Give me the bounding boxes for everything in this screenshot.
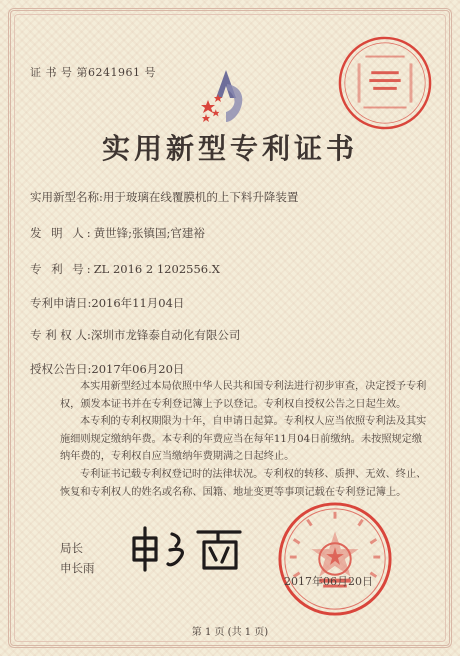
seal-date: 2017年06月20日 [284, 575, 373, 588]
body-paragraph: 专利证书记载专利权登记时的法律状况。专利权的转移、质押、无效、终止、恢复和专利权人的姓名或名称、国籍、地址变更等事项记载在专利登记簿上。 [60, 468, 427, 498]
body-paragraph: 本专利的专利权期限为十年，自申请日起算。专利权人应当依照专利法及其实施细则规定缴纳年费。本专利的年费应当在每年11月04日前缴纳。未按照规定缴纳年费的，专利权自应当缴纳年费期满之日起终止。 [60, 416, 427, 463]
field-patent-no-label: 专 利 号: [30, 262, 94, 276]
field-grant-date-value: 2017年06月20日 [91, 362, 185, 376]
state-seal-stamp [276, 500, 394, 618]
field-patent-no-value: ZL 2016 2 1202556.X [93, 262, 220, 276]
patent-office-logo-icon [196, 66, 256, 126]
director-title: 局长 [60, 541, 83, 555]
field-patentee-value: 深圳市龙锋泰自动化有限公司 [90, 328, 241, 342]
field-patentee-label: 专 利 权 人: [30, 328, 91, 342]
field-inventor [30, 225, 205, 241]
certificate-number: 证 书 号 第6241961 号 [30, 66, 156, 79]
field-filing-date [30, 295, 184, 311]
seal-top-stamp [336, 34, 434, 132]
field-inventor-label: 发 明 人: [30, 226, 94, 240]
certificate-body [60, 378, 432, 501]
field-inventor-value: 黄世锋;张镇国;官建裕 [93, 226, 205, 240]
field-grant-date-label: 授权公告日: [30, 362, 92, 376]
field-patent-no [30, 261, 220, 277]
field-filing-date-value: 2016年11月04日 [91, 296, 185, 310]
body-paragraph: 本实用新型经过本局依照中华人民共和国专利法进行初步审查，决定授予专利权，颁发本证书并在专利登记簿上予以登记。专利权自授权公告之日起生效。 [60, 381, 427, 410]
page-number: 第 1 页 (共 1 页) [191, 627, 269, 638]
field-patentee [30, 327, 240, 343]
field-grant-date [30, 361, 184, 377]
field-name-value: 用于玻璃在线覆膜机的上下料升降装置 [102, 190, 299, 204]
director-signature [120, 520, 260, 576]
field-filing-date-label: 专利申请日: [30, 296, 92, 310]
director-name: 申长雨 [60, 561, 95, 575]
page-title: 实用新型专利证书 [101, 132, 358, 165]
field-name-label: 实用新型名称: [30, 190, 103, 204]
field-name [30, 189, 298, 205]
